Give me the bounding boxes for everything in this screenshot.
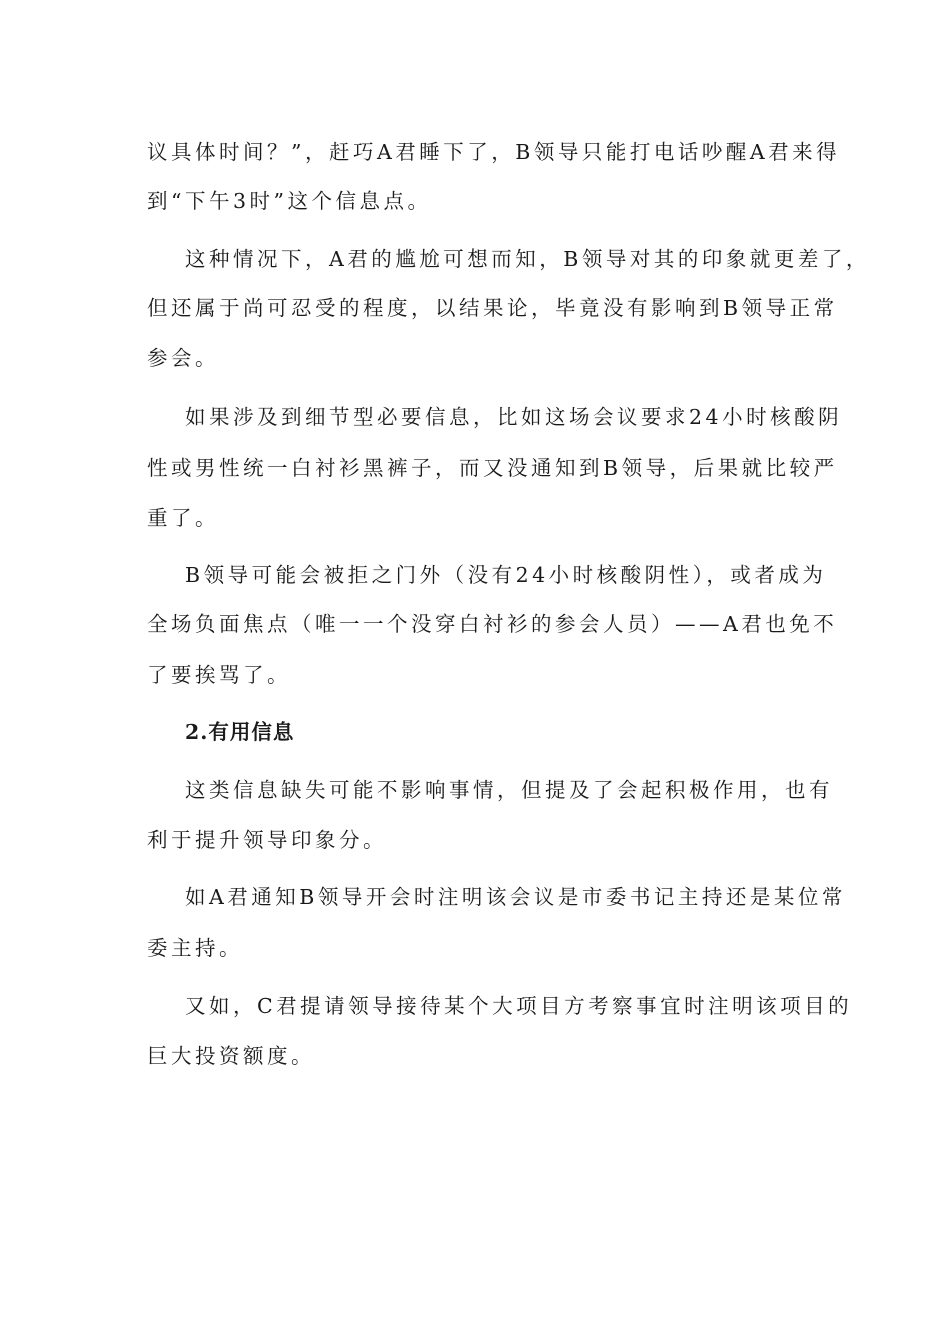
paragraph-line: 到“下午3时”这个信息点。 [147,189,432,213]
paragraph-line: 如A君通知B领导开会时注明该会议是市委书记主持还是某位常 [185,885,846,909]
paragraph-line: 重了。 [147,506,219,530]
paragraph-line: 全场负面焦点（唯一一个没穿白衬衫的参会人员）——A君也免不 [147,612,838,636]
paragraph-line: 这类信息缺失可能不影响事情，但提及了会起积极作用，也有 [185,778,833,802]
paragraph-line: 性或男性统一白衬衫黑裤子，而又没通知到B领导，后果就比较严 [147,456,838,480]
section-heading: 2.有用信息 [185,720,295,744]
paragraph-line: 委主持。 [147,936,243,960]
paragraph-line: 了要挨骂了。 [147,663,291,687]
paragraph-line: 巨大投资额度。 [147,1044,315,1068]
paragraph-line: 又如，C君提请领导接待某个大项目方考察事宜时注明该项目的 [185,994,853,1018]
paragraph-line: 议具体时间？”，赶巧A君睡下了，B领导只能打电话吵醒A君来得 [147,140,841,164]
paragraph-line: 这种情况下，A君的尴尬可想而知，B领导对其的印象就更差了， [185,247,870,271]
paragraph-line: 参会。 [147,346,219,370]
paragraph-line: 如果涉及到细节型必要信息，比如这场会议要求24小时核酸阴 [185,405,843,429]
paragraph-line: 利于提升领导印象分。 [147,828,387,852]
paragraph-line: 但还属于尚可忍受的程度，以结果论，毕竟没有影响到B领导正常 [147,296,838,320]
paragraph-line: B领导可能会被拒之门外（没有24小时核酸阴性），或者成为 [185,563,827,587]
